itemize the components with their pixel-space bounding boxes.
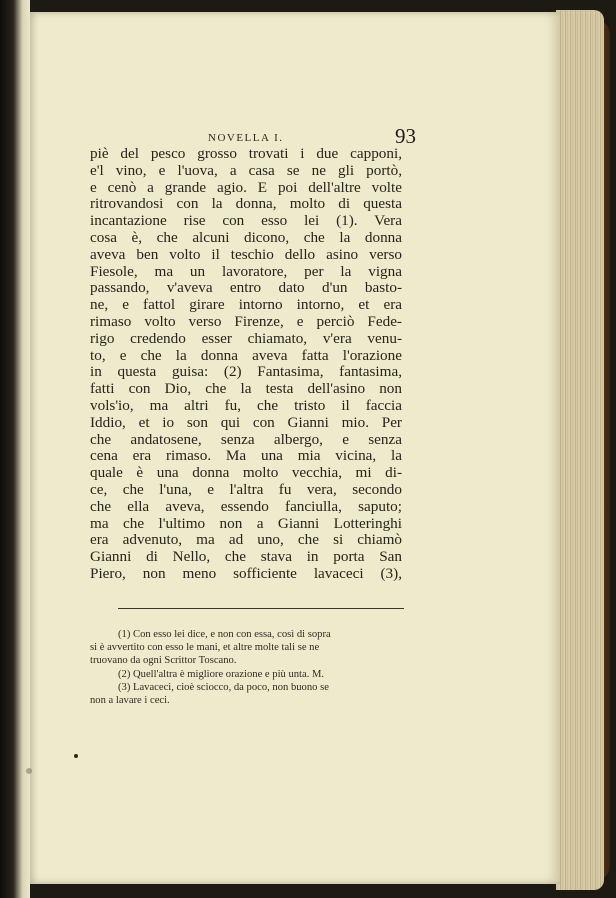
text-line: rigo credendo esser chiamato, v'era venu- [90,329,402,347]
running-head: NOVELLA I. [208,132,284,144]
facing-page-edge [0,0,30,898]
text-line: in questa guisa: (2) Fantasima, fantasima, [90,363,402,381]
footnote-3-line: (3) Lavaceci, cioè sciocco, da poco, non buono se [118,681,329,693]
text-line: Piero, non meno sofficiente lavaceci (3), [90,564,402,582]
text-line: fatti con Dio, che la testa dell'asino non [90,380,402,398]
text-line: ne, e fattol girare intorno intorno, et era [90,296,402,314]
text-line: ce, che l'una, e l'altra fu vera, secondo [90,480,402,498]
text-line: passando, v'aveva entro dato d'un basto- [90,279,402,297]
text-line: quale è una donna molto vecchia, mi di- [90,464,402,482]
text-line: incantazione rise con esso lei (1). Vera [90,212,402,230]
text-line: che andatosene, senza albergo, e senza [90,430,402,448]
page-stack-edge [556,10,604,890]
text-line: aveva ben volto il teschio dello asino verso [90,245,402,263]
text-line: e'l vino, e l'uova, a casa se ne gli portò, [90,161,402,179]
text-line: ma che l'ultimo non a Gianni Lotteringhi [90,514,402,532]
text-line: Fiesole, ma un lavoratore, per la vigna [90,262,402,280]
text-line: ritrovandosi con la donna, molto di questa [90,195,402,213]
text-line: vols'io, ma altri fu, che tristo il faccia [90,396,402,414]
text-line: rimaso volto verso Firenze, e perciò Fede- [90,312,402,330]
paper-speck [26,768,32,774]
text-line: Iddio, et io son qui con Gianni mio. Per [90,413,402,431]
text-line: e cenò a grande agio. E poi dell'altre volte [90,178,402,196]
footnote-rule [118,608,404,609]
text-line: cosa è, che alcuni dicono, che la donna [90,228,402,246]
footnote-1-line: (1) Con esso lei dice, e non con essa, così di sopra [118,629,331,640]
page-number: 93 [395,124,416,148]
footnotes [90,628,404,707]
text-line: era advenuto, ma ad uno, che si chiamò [90,531,402,549]
text-line: che ella aveva, essendo fanciulla, saputo; [90,497,402,515]
text-line: cena era rimaso. Ma una mia vicina, la [90,447,402,465]
footnote-2: (2) Quell'altra è migliore orazione e più unta. M. [118,668,325,680]
ink-mark [74,754,78,758]
footnote-1-line: truovano da ogni Scrittor Toscano. [90,655,237,667]
body-text [90,146,402,583]
text-line: Gianni di Nello, che stava in porta San [90,548,402,566]
text-line: piè del pesco grosso trovati i due capponi, [90,145,402,162]
text-line: to, e che la donna aveva fatta l'orazione [90,346,402,364]
footnote-1-line: si è avvertito con esso le mani, et altre molte tali se ne [90,642,320,654]
footnote-3-line: non a lavare i ceci. [90,695,170,707]
